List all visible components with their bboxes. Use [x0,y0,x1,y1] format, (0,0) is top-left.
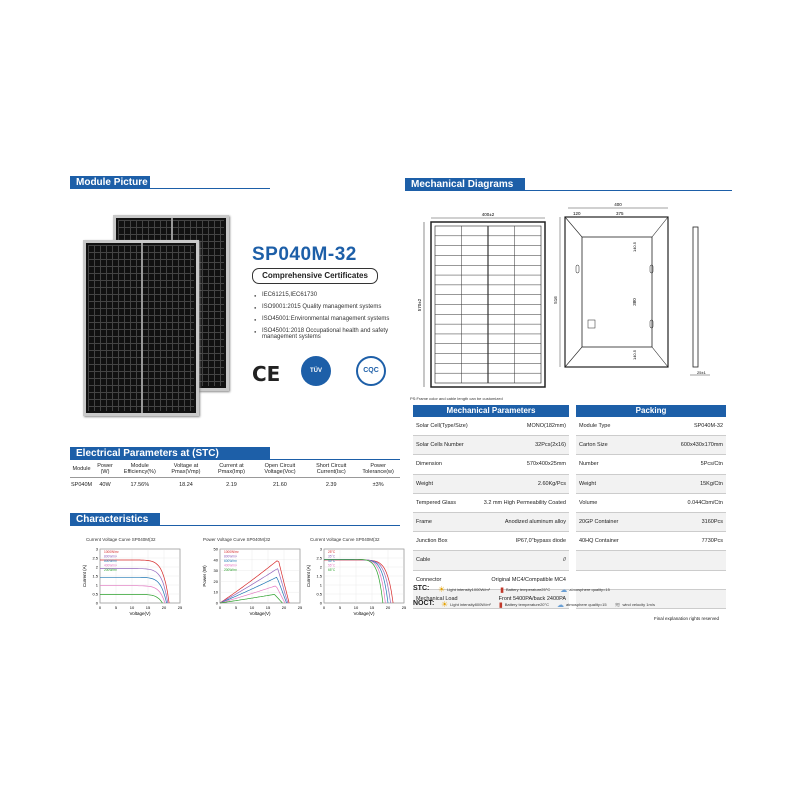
column-header: Short Circuit Current(Isc) [306,461,356,478]
dim-left-part: 120 [573,211,581,216]
legend-entry: 1000W/m² [224,550,239,554]
x-tick-label: 20 [281,605,287,610]
parameter-value: 5Pcs/Ctn [700,461,723,468]
parameter-label: Solar Cell(Type/Size) [416,423,468,430]
y-tick-label: 2 [319,564,322,570]
parameter-value: Front 5400PA/back 2400PA [498,595,566,602]
heading-underline [160,525,400,526]
mechanical-parameters-heading: Mechanical Parameters [413,405,569,417]
dim-right-part: 375 [616,211,624,216]
column-header: Power Tolerance(w) [356,461,400,478]
stc-label: STC: [413,585,430,592]
parameter-label: Carton Size [579,442,608,449]
chart-title: Current Voltage Curve SP040M(32 [86,537,156,542]
cloud-icon: ☁ [557,601,565,609]
parameter-label: 20GP Container [579,519,619,526]
certificate-item: ● ISO9001:2015 Quality management systems [254,304,414,310]
x-tick-label: 15 [369,605,375,610]
column-header: Module [70,461,93,478]
legend-entry: 35°C [328,554,336,559]
electrical-heading: Electrical Parameters at (STC) [70,447,270,460]
y-tick-label: 0 [319,600,322,606]
dim-height-a: 516 [553,296,558,304]
y-tick-label: 2.5 [92,555,98,561]
legend-entry: 600W/m² [104,559,117,563]
y-tick-label: 20 [213,578,218,584]
table-row [413,455,569,474]
certificate-list [254,292,414,346]
certificate-item: ● IEC61215,IEC61730 [254,292,414,298]
table-row [413,551,569,570]
dim-height-left: 570±2 [417,298,422,312]
parameter-value: 3160Pcs [701,519,723,526]
parameter-label: Volume [579,499,598,506]
y-tick-label: 2 [95,564,98,570]
y-tick-label: 1.5 [316,573,322,579]
series-line [100,577,167,603]
x-tick-label: 5 [234,605,238,610]
footer-text: Final explanation rights reserved [654,616,720,621]
legend-entry: 800W/m² [104,554,117,559]
parameter-label: Mechanical Load [416,595,458,602]
table-row [70,478,400,493]
y-tick-label: 3 [319,546,322,552]
table-row [576,436,726,455]
legend-entry: 800W/m² [224,554,237,559]
characteristics-heading: Characteristics [70,513,160,526]
condition-item: atmosphere quality=15 [566,602,607,607]
dim-side-h1: 140.5 [632,241,637,253]
parameter-value: 3.2 mm High Permeability Coated [483,499,566,506]
battery-icon: ▮ [498,601,503,609]
table-row [576,532,726,551]
table-row [413,513,569,532]
parameter-value: 32Pcs(2x16) [535,442,566,449]
mechanical-parameters-table [413,405,569,609]
table-cell: 18.24 [179,482,193,488]
condition-item: Battery temperature20°C [504,602,550,607]
parameter-value: 0.044Cbm/Ctn [687,499,723,506]
table-row [413,436,569,455]
legend-entry: 400W/m² [104,563,117,568]
parameter-value: SP040M-32 [693,423,723,430]
x-axis-label: Voltage(V) [353,611,375,616]
sun-icon: ☀ [441,600,449,609]
table-row [413,494,569,513]
x-tick-label: 20 [385,605,391,610]
chart-svg [302,543,412,633]
noct-label: NOCT: [413,600,435,607]
parameter-value: Original MC4/Compatible MC4 [491,576,566,583]
table-row [576,494,726,513]
certificate-item: ● ISO45001:2018 Occupational health and safety management systems [254,328,414,340]
y-tick-label: 0.5 [316,591,322,597]
condition-item: Light intensity1000W/m² [447,587,491,592]
table-row [576,417,726,436]
parameter-label: Connector [416,576,442,583]
chart-svg [78,543,188,633]
y-tick-label: 0.5 [92,591,98,597]
back-inner [582,237,652,347]
x-tick-label: 10 [249,605,255,610]
parameter-label: Solar Cells Number [416,442,464,449]
table-row [576,475,726,494]
table-row [413,532,569,551]
x-axis-label: Voltage(V) [129,611,151,616]
y-tick-label: 50 [213,546,218,552]
dim-side-h2: 140.5 [632,349,637,361]
mechanical-diagram [410,195,740,390]
parameter-label: Dimension [416,461,442,468]
stc-conditions [438,585,610,594]
parameter-value: 7730Pcs [701,538,723,545]
table-row [413,417,569,436]
sun-icon: ☀ [438,585,446,594]
series-line [220,577,287,603]
condition-item: Battery temperature25°C [505,587,551,592]
x-tick-label: 15 [145,605,151,610]
table-cell: 17.56% [130,482,150,488]
cqc-logo: CQC [356,356,386,386]
parameter-label: Weight [416,480,434,487]
cloud-icon: ☁ [560,586,568,594]
y-tick-label: 0 [95,600,98,606]
heading-underline [150,188,270,189]
back-frame [565,217,668,367]
tuv-logo: TÜV [301,356,331,386]
y-tick-label: 3 [95,546,98,552]
parameter-value: 600x430x170mm [680,442,723,449]
table-cell: 21.60 [273,482,287,488]
y-tick-label: 2.5 [316,555,322,561]
table-row [576,455,726,474]
chart-title: Current Voltage Curve SP040M(32 [310,537,380,542]
parameter-value: MONO(182mm) [526,423,566,430]
parameter-label: Cable [416,557,431,564]
side-view [693,227,698,367]
x-axis-label: Voltage(V) [249,611,271,616]
y-axis-label: Current (A) [306,564,311,588]
parameter-label: Weight [579,480,597,487]
table-cell: 2.19 [226,482,237,488]
condition-item: atmosphere quality=15 [569,587,610,592]
y-tick-label: 1.5 [92,573,98,579]
legend-entry: 200W/m² [224,568,237,572]
x-tick-label: 5 [114,605,118,610]
x-tick-label: 0 [322,605,326,610]
column-header: Open Circuit Voltage(Voc) [254,461,306,478]
legend-entry: 400W/m² [224,563,237,568]
parameter-value: 15Kg/Ctn [700,480,723,487]
legend-entry: 600W/m² [224,559,237,563]
heading-underline [270,459,400,460]
module-picture-heading: Module Picture [70,176,150,189]
table-cell: 2.39 [325,482,337,488]
y-axis-label: Current (A) [82,564,87,588]
dim-total-width: 400 [614,202,622,207]
x-tick-label: 0 [98,605,102,610]
legend-entry: 1000W/m² [104,550,119,554]
parameter-value: IP67,0"bypass diode [515,538,566,545]
wind-icon: ≋ [614,601,621,609]
y-tick-label: 10 [213,589,218,595]
column-header: Current at Pmax(Imp) [209,461,253,478]
chart-title: Power Voltage Curve SP040M(32 [203,537,271,542]
parameter-value: 2.60Kg/Pcs [537,480,566,487]
heading-underline [525,190,732,191]
parameter-label: Tempered Glass [416,499,457,506]
table-row [576,551,726,570]
legend-entry: 200W/m² [104,568,117,572]
mechanical-diagrams-heading: Mechanical Diagrams [405,178,525,191]
battery-icon: ▮ [500,586,504,594]
table-row [576,513,726,532]
y-tick-label: 0 [215,600,218,606]
dim-height-b: 380 [632,298,637,306]
x-tick-label: 20 [161,605,167,610]
chart-svg [198,543,308,633]
table-row [413,475,569,494]
parameter-label: Frame [416,519,432,526]
table-cell: SP040M [71,482,93,488]
certificate-item: ● ISO45001:Environmental management systems [254,316,414,322]
parameter-value: 570x400x25mm [526,461,566,468]
y-tick-label: 1 [319,582,322,588]
x-tick-label: 10 [129,605,135,610]
certificates-label: Comprehensive Certificates [252,268,378,284]
table-cell: 40W [99,482,111,488]
ce-logo: CE [252,362,281,386]
parameter-label: Junction Box [416,538,448,545]
column-header: Power (W) [93,461,117,478]
legend-entry: 55°C [328,563,336,568]
dim-width-top: 400±2 [481,212,495,217]
electrical-table [70,461,400,492]
x-tick-label: 25 [177,605,183,610]
x-tick-label: 5 [338,605,342,610]
x-tick-label: 15 [265,605,271,610]
dim-thickness: 25±1 [697,370,706,375]
x-tick-label: 25 [401,605,407,610]
condition-item: wind velocity 1m/s [622,602,655,607]
legend-entry: 65°C [328,568,336,572]
column-header: Voltage at Pmax(Vmp) [163,461,210,478]
noct-conditions [441,600,655,609]
solar-panel-front [83,240,199,416]
y-tick-label: 30 [213,568,218,574]
diagram-note: PS:Frame color and cable length can be customized [410,396,503,401]
parameter-label: Module Type [579,423,611,430]
column-header: Module Efficiency(%) [117,461,163,478]
packing-heading: Packing [576,405,726,417]
packing-table [576,405,726,609]
y-axis-label: Power (W) [202,565,207,587]
x-tick-label: 0 [218,605,222,610]
condition-item: Light intensity800W/m² [450,602,491,607]
model-name: SP040M-32 [252,244,357,265]
series-line [100,594,162,603]
x-tick-label: 10 [353,605,359,610]
parameter-label: 40HQ Container [579,538,619,545]
parameter-value: Anodized aluminum alloy [504,519,566,526]
table-header-row [70,461,400,478]
legend-entry: 45°C [328,559,336,563]
y-tick-label: 1 [95,582,98,588]
legend-entry: 25°C [328,550,336,554]
table-cell: ±3% [372,482,384,488]
parameter-label: Number [579,461,599,468]
y-tick-label: 40 [213,557,218,563]
x-tick-label: 25 [297,605,303,610]
parameter-value: // [562,557,566,564]
